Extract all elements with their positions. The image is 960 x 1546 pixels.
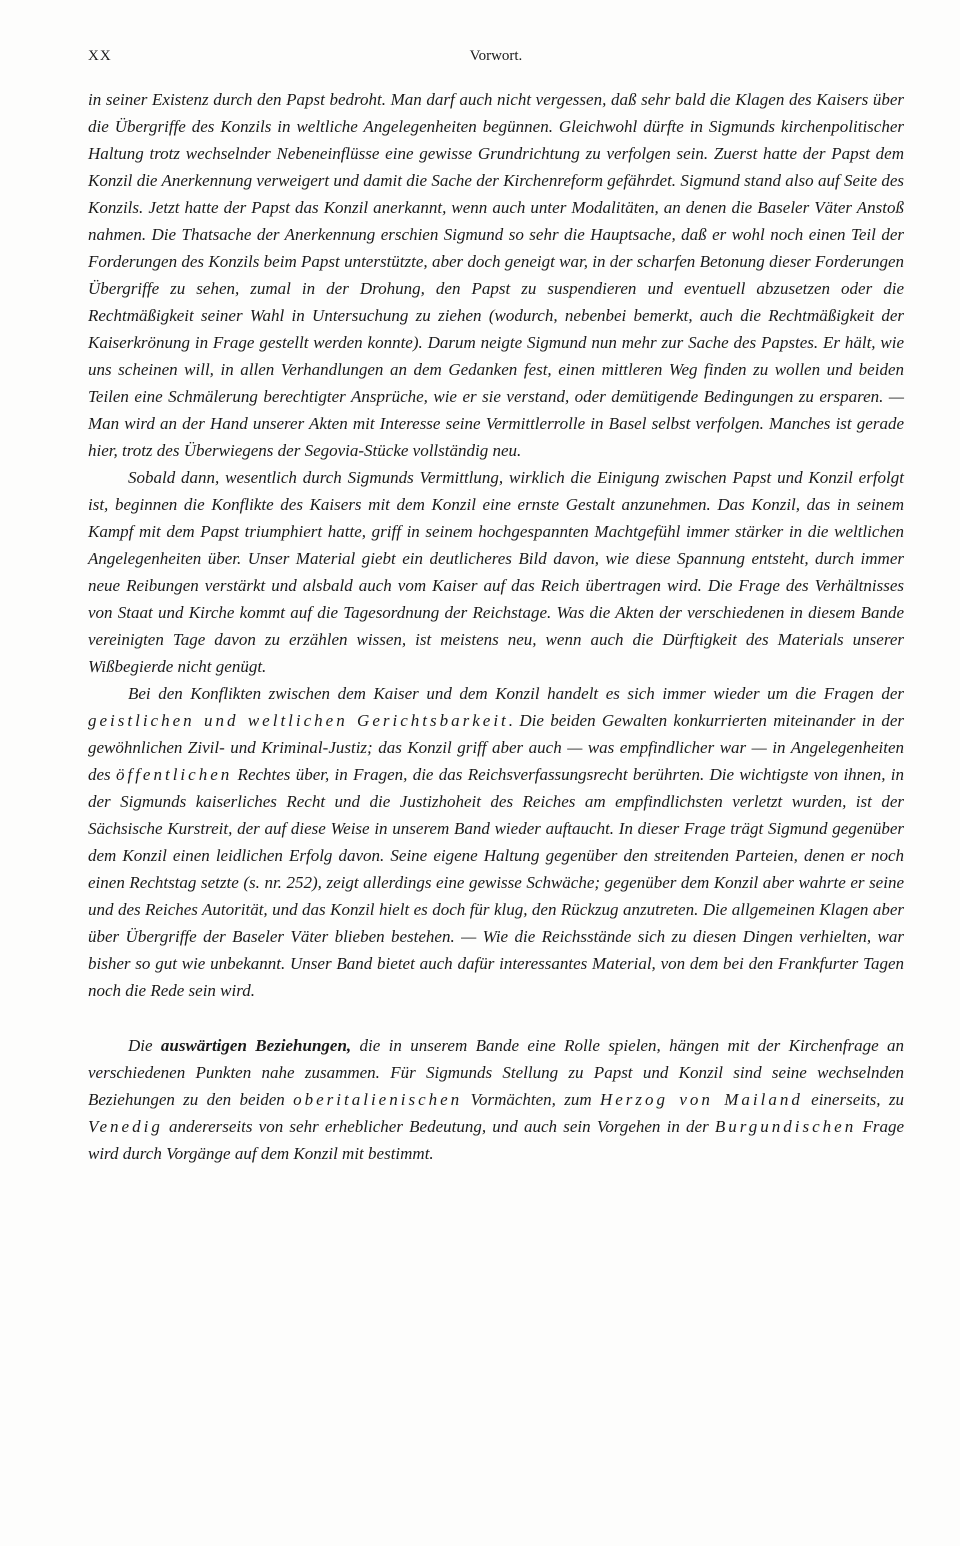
paragraph-4-text-a: Die xyxy=(128,1036,161,1055)
paragraph-4-bold-beziehungen: auswärtigen Beziehungen, xyxy=(160,1036,352,1055)
paragraph-4-text-c: Vormächten, zum xyxy=(462,1090,600,1109)
paragraph-4-spaced-venedig: Venedig xyxy=(88,1117,163,1136)
page-number: XX xyxy=(88,48,112,64)
paragraph-2 xyxy=(88,464,904,680)
paragraph-4-text-d: einerseits, zu xyxy=(802,1090,904,1109)
paragraph-4-spaced-mailand: Herzog von Mailand xyxy=(599,1090,803,1109)
paragraph-1-text: in seiner Existenz durch den Papst bedroht. Man darf auch nicht vergessen, daß sehr bald die Klagen des Kaisers über die Übergriffe des Konzils in weltliche Angelegenheiten begünnen. Gleichwohl dürfte in Sigmunds kirchenpolitischer Haltung trotz wechselnder Nebeneinflüsse eine gewisse Grundrichtung zu verfolgen sein. Zuerst hatte der Papst dem Konzil die Anerkennung verweigert und damit die Sache der Kirchenreform gefährdet. Sigmund stand also auf Seite des Konzils. Jetzt hatte der Papst das Konzil anerkannt, wenn auch unter Modalitäten, an denen die Baseler Väter Anstoß nahmen. Die Thatsache der Anerkennung erschien Sigmund so sehr die Hauptsache, daß er wohl noch einen Teil der Forderungen des Konzils beim Papst unterstützte, aber doch geneigt war, in der scharfen Betonung dieser Forderungen Übergriffe zu sehen, zumal in der Drohung, den Papst zu suspendieren und eventuell abzusetzen oder die Rechtmäßigkeit seiner Wahl in Untersuchung zu ziehen (wodurch, nebenbei bemerkt, auch die Rechtmäßigkeit der Kaiserkrönung in Frage gestellt werden konnte). Darum neigte Sigmund nun mehr zur Sache des Papstes. Er hält, wie uns scheinen will, in allen Verhandlungen an dem Gedanken fest, einen mittleren Weg finden zu wollen und beiden Teilen eine Schmälerung berechtigter Ansprüche, wie er sie verstand, oder demütigende Bedingungen zu ersparen. — Man wird an der Hand unserer Akten mit Interesse seine Vermittlerrolle in Basel selbst verfolgen. Manches ist gerade hier, trotz des Überwiegens der Segovia-Stücke vollständig neu. xyxy=(88,90,904,460)
body-text xyxy=(88,86,904,1167)
paragraph-3-spaced-gerichtsbarkeit: geistlichen und weltlichen Gerichtsbarkeit xyxy=(88,711,509,730)
paragraph-3 xyxy=(88,680,904,1004)
paragraph-1 xyxy=(88,86,904,464)
paragraph-4-text-e: andererseits von sehr erheblicher Bedeutung, und auch sein Vorgehen in der xyxy=(162,1117,715,1136)
paragraph-3-text-b: . Die beiden Gewalten konkurrierten miteinander in der gewöhnlichen Zivil- und Kriminal-Justiz; das Konzil griff aber auch — was empfindlicher war — in Angelegenheiten des xyxy=(88,711,904,784)
paragraph-4-spaced-burgundischen: Burgundischen xyxy=(714,1117,857,1136)
paragraph-4-text-b: die in unserem Bande eine Rolle spielen, hängen mit der Kirchenfrage an verschiedenen Punkten nahe zusammen. Für Sigmunds Stellung zu Papst und Konzil sind seine wechselnden Beziehungen zu den beiden xyxy=(88,1036,905,1109)
paragraph-3-text-c: Rechtes über, in Fragen, die das Reichsverfassungsrecht berührten. Die wichtigste von ihnen, in der Sigmunds kaiserliches Recht und die Justizhoheit des Reiches am empfindlichsten verletzt wurden, ist der Sächsische Kurstreit, der auf diese Weise in unserem Band wieder auftaucht. In dieser Frage trägt Sigmund gegenüber dem Konzil einen leidlichen Erfolg davon. Seine eigene Haltung gegenüber den streitenden Parteien, denen er noch einen Rechtstag setzte (s. nr. 252), zeigt allerdings eine gewisse Schwäche; gegenüber dem Konzil aber wahrte er seine und des Reiches Autorität, und das Konzil hielt es doch für klug, den Rückzug anzutreten. Die allgemeinen Klagen aber über Übergriffe der Baseler Väter blieben bestehen. — Wie die Reichsstände sich zu diesen Dingen verhielten, war bisher so gut wie unbekannt. Unser Band bietet auch dafür interessantes Material, von dem bei den Frankfurter Tagen noch die Rede sein wird. xyxy=(88,765,904,1000)
paragraph-3-text-a: Bei den Konflikten zwischen dem Kaiser und dem Konzil handelt es sich immer wieder um die Fragen der xyxy=(128,684,904,703)
running-head: Vorwort. xyxy=(469,48,523,64)
paragraph-4 xyxy=(88,1032,904,1167)
paragraph-3-spaced-oeffentlichen: öffentlichen xyxy=(115,765,233,784)
paragraph-4-text-f: Frage wird durch Vorgänge auf dem Konzil mit bestimmt. xyxy=(88,1117,904,1163)
paragraph-4-spaced-oberitalienischen: oberitalienischen xyxy=(293,1090,463,1109)
paragraph-2-text: Sobald dann, wesentlich durch Sigmunds Vermittlung, wirklich die Einigung zwischen Papst und Konzil erfolgt ist, beginnen die Konflikte des Kaisers mit dem Konzil eine ernste Gestalt anzunehmen. Das Konzil, das in seinem Kampf mit dem Papst triumphiert hatte, griff in seinem hochgespannten Machtgefühl immer stärker in die weltlichen Angelegenheiten über. Unser Material giebt ein deutlicheres Bild davon, wie diese Spannung entsteht, durch immer neue Reibungen verstärkt und alsbald auch vom Kaiser auf das Reich übertragen wird. Die Frage des Verhältnisses von Staat und Kirche kommt auf die Tagesordnung der Reichstage. Was die Akten der verschiedenen in diesem Bande vereinigten Tage davon zu erzählen wissen, ist meistens neu, wenn auch die Dürftigkeit des Materials unserer Wißbegierde nicht genügt. xyxy=(88,468,904,676)
page-header xyxy=(88,48,904,72)
